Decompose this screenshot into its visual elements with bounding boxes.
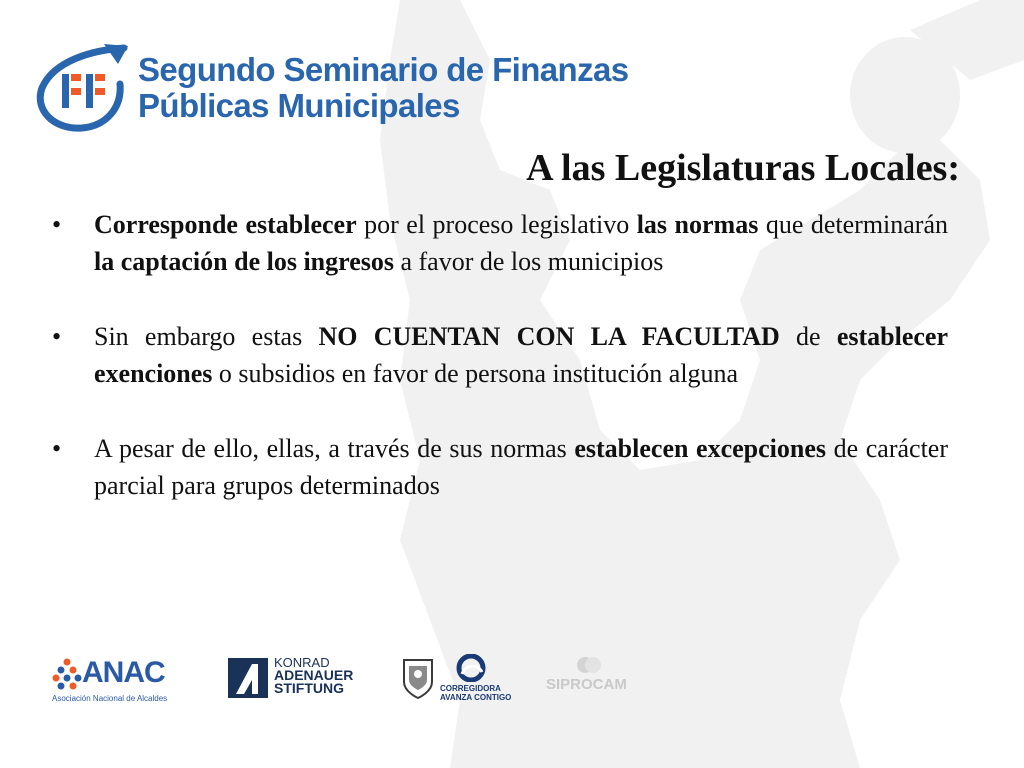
kas-line1: KONRAD <box>274 655 330 670</box>
bullet-bold-run: establecer exenciones <box>94 322 949 388</box>
seminar-header <box>34 40 654 132</box>
corregidora-swirl-icon <box>456 654 486 682</box>
bullet-list <box>52 206 948 542</box>
bullet-run: de <box>779 322 837 351</box>
kas-wordmark <box>274 656 353 695</box>
bullet-item-3 <box>52 430 948 504</box>
bullet-dot-icon: • <box>52 434 62 463</box>
bullet-text <box>94 322 948 388</box>
seminar-title-line1: Segundo Seminario de Finanzas <box>138 51 629 88</box>
bullet-run: Sin embargo estas <box>94 322 319 351</box>
bullet-item-2 <box>52 318 948 392</box>
konrad-adenauer-logo <box>228 656 368 700</box>
bullet-run: de carácter parcial para grupos determinados <box>94 434 949 500</box>
bullet-dot-icon: • <box>52 210 62 239</box>
sponsor-logos <box>52 650 652 710</box>
bullet-bold-run: la captación de los ingresos <box>94 247 394 276</box>
seminar-title-line2: Públicas Municipales <box>138 87 460 124</box>
seminar-logo-icon <box>34 40 130 132</box>
kas-mark-icon <box>228 658 268 698</box>
bullet-bold-run: Corresponde establecer <box>94 210 357 239</box>
siprocam-logo <box>546 654 642 702</box>
kas-line2: ADENAUER <box>274 667 354 683</box>
anac-logo <box>52 656 192 704</box>
bullet-text <box>94 434 948 500</box>
bullet-item-1 <box>52 206 948 280</box>
seminar-title <box>138 52 629 124</box>
bullet-run: A pesar de ello, ellas, a través de sus normas <box>94 434 575 463</box>
bullet-text <box>94 210 948 276</box>
anac-dots-icon <box>52 658 82 692</box>
corregidora-logo <box>400 654 510 706</box>
anac-subtitle: Asociación Nacional de Alcaldes <box>52 694 168 703</box>
siprocam-wordmark: SIPROCAM <box>546 676 627 693</box>
municipal-seal-icon <box>400 656 436 700</box>
slide-heading: A las Legislaturas Locales: <box>526 147 960 189</box>
anac-name: ANAC <box>82 656 165 689</box>
bullet-bold-run: establecen excepciones <box>574 434 827 463</box>
bullet-dot-icon: • <box>52 322 62 351</box>
bullet-bold-run: las normas <box>636 210 759 239</box>
bullet-run: o subsidios en favor de persona institución alguna <box>212 359 739 388</box>
corregidora-wordmark <box>440 684 511 702</box>
bullet-run: a favor de los municipios <box>393 247 664 276</box>
bullet-run: por el proceso legislativo <box>356 210 637 239</box>
corregidora-line2: AVANZA CONTIGO <box>440 693 512 702</box>
siprocam-mark-icon <box>574 654 604 676</box>
kas-line3: STIFTUNG <box>274 680 344 696</box>
bullet-bold-run: NO CUENTAN CON LA FACULTAD <box>318 322 780 351</box>
bullet-run: que determinarán <box>758 210 949 239</box>
corregidora-line1: CORREGIDORA <box>440 684 501 693</box>
